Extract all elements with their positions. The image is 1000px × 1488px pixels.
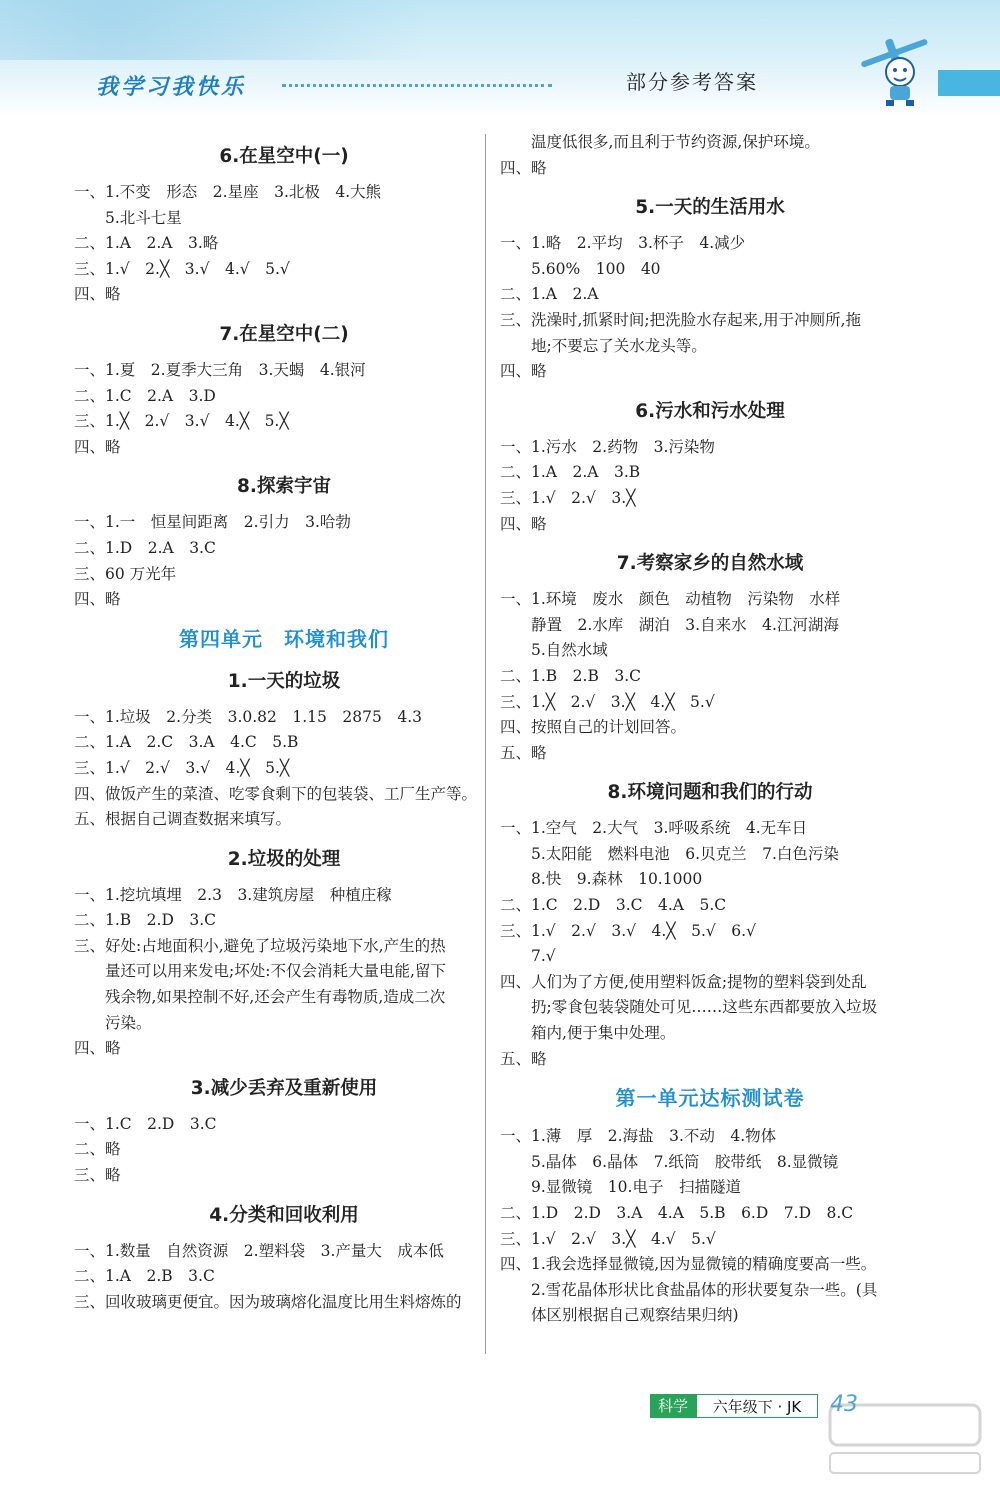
answer-line: 二、略 (74, 1140, 121, 1159)
lesson-heading: 3.减少丢弃及重新使用 (190, 1077, 378, 1099)
watermark-logo (820, 1395, 990, 1480)
answer-line: 5.60% 100 40 (500, 259, 661, 278)
lesson-heading: 7.考察家乡的自然水域 (616, 553, 804, 575)
answer-line: 9.显微镜 10.电子 扫描隧道 (500, 1178, 741, 1197)
answer-line: 二、1.B 2.B 3.C (500, 666, 642, 685)
answer-line: 一、1.C 2.D 3.C (74, 1114, 217, 1133)
page-title: 部分参考答案 (626, 70, 758, 94)
answer-line: 四、1.我会选择显微镜,因为显微镜的精确度要高一些。 (500, 1255, 877, 1274)
lesson-heading: 2.垃圾的处理 (227, 848, 341, 870)
answer-line: 三、1.√ 2.√ 3.╳ 4.√ 5.√ (500, 1229, 716, 1248)
answer-line: 四、做饭产生的菜渣、吃零食剩下的包装袋、工厂生产等。 (74, 784, 478, 803)
lesson-heading: 4.分类和回收利用 (209, 1204, 359, 1226)
answer-line: 三、好处:占地面积小,避免了垃圾污染地下水,产生的热 (74, 936, 446, 955)
answer-line: 三、回收玻璃更便宜。因为玻璃熔化温度比用生料熔炼的 (74, 1292, 462, 1311)
answer-line: 二、1.D 2.D 3.A 4.A 5.B 6.D 7.D 8.C (500, 1204, 854, 1222)
left-answer-column (74, 130, 494, 1315)
answer-line: 污染。 (74, 1013, 152, 1032)
answer-line: 三、1.╳ 2.√ 3.√ 4.╳ 5.╳ (74, 412, 289, 431)
answer-line: 一、1.数量 自然资源 2.塑料袋 3.产量大 成本低 (74, 1241, 444, 1260)
lesson-heading: 8.探索宇宙 (237, 476, 331, 498)
grade-tag: 六年级下 · JK (696, 1394, 818, 1418)
answer-line: 三、1.√ 2.√ 3.╳ (500, 488, 636, 507)
answer-line: 四、人们为了方便,使用塑料饭盒;提物的塑料袋到处乱 (500, 972, 867, 991)
answer-line: 一、1.略 2.平均 3.杯子 4.减少 (500, 234, 746, 253)
lesson-heading: 7.在星空中(二) (219, 323, 349, 345)
answer-line: 三、洗澡时,抓紧时间;把洗脸水存起来,用于冲厕所,拖 (500, 310, 862, 329)
answer-line: 8.快 9.森林 10.1000 (500, 870, 703, 889)
answer-line: 二、1.B 2.D 3.C (74, 911, 217, 930)
answer-line: 四、略 (74, 437, 121, 456)
answer-line: 箱内,便于集中处理。 (500, 1024, 676, 1043)
answer-line: 温度低很多,而且利于节约资源,保护环境。 (500, 133, 820, 151)
answer-line: 一、1.污水 2.药物 3.污染物 (500, 437, 715, 456)
right-answer-column (500, 130, 920, 1329)
brand-title: 我学习我快乐 (96, 75, 247, 100)
answer-line: 量还可以用来发电;坏处:不仅会消耗大量电能,留下 (74, 962, 446, 981)
answer-line: 5.晶体 6.晶体 7.纸筒 胶带纸 8.显微镜 (500, 1152, 839, 1171)
answer-line: 一、1.薄 厚 2.海盐 3.不动 4.物体 (500, 1127, 777, 1146)
lesson-heading: 8.环境问题和我们的行动 (607, 782, 813, 804)
lesson-heading: 6.污水和污水处理 (635, 400, 785, 422)
answer-line: 四、略 (500, 158, 547, 177)
lesson-heading: 5.一天的生活用水 (635, 197, 785, 219)
answer-line: 四、略 (74, 285, 121, 304)
boy-with-airplane-icon (850, 30, 940, 110)
answer-line: 四、略 (74, 1039, 121, 1058)
answer-line: 扔;零食包装袋随处可见……这些东西都要放入垃圾 (500, 998, 878, 1017)
answer-line: 残余物,如果控制不好,还会产生有毒物质,造成二次 (74, 988, 446, 1007)
answer-line: 三、1.√ 2.√ 3.√ 4.╳ 5.╳ (74, 758, 290, 777)
answer-line: 一、1.环境 废水 颜色 动植物 污染物 水样 (500, 590, 841, 609)
answer-line: 一、1.垃圾 2.分类 3.0.82 1.15 2875 4.3 (74, 707, 422, 726)
answer-line: 二、1.A 2.A (500, 285, 599, 304)
answer-line: 二、1.A 2.A 3.B (500, 463, 641, 482)
answer-line: 静置 2.水库 湖泊 3.自来水 4.江河湖海 (500, 615, 839, 634)
answer-line: 二、1.A 2.A 3.略 (74, 234, 219, 253)
answer-line: 5.北斗七星 (74, 208, 182, 227)
answer-line: 三、60 万光年 (74, 564, 177, 583)
answer-line: 四、略 (74, 590, 121, 609)
lesson-heading: 1.一天的垃圾 (227, 670, 341, 692)
answer-line: 一、1.不变 形态 2.星座 3.北极 4.大熊 (74, 183, 382, 201)
answer-line: 三、1.√ 2.√ 3.√ 4.╳ 5.√ 6.√ (500, 921, 756, 940)
answer-line: 五、根据自己调查数据来填写。 (74, 810, 292, 829)
answer-line: 三、略 (74, 1166, 121, 1185)
header-dotted-rule (282, 84, 552, 89)
answer-line: 7.√ (500, 947, 556, 966)
unit-heading: 第四单元 环境和我们 (179, 626, 389, 651)
unit-heading: 第一单元达标测试卷 (615, 1086, 805, 1111)
subject-tag: 科学 (650, 1394, 696, 1418)
answer-line: 一、1.夏 2.夏季大三角 3.天蝎 4.银河 (74, 360, 366, 379)
answer-line: 三、1.√ 2.╳ 3.√ 4.√ 5.√ (74, 259, 290, 278)
answer-line: 体区别根据自己观察结果归纳) (500, 1306, 739, 1325)
answer-line: 二、1.D 2.A 3.C (74, 538, 216, 557)
answer-line: 五、略 (500, 1049, 547, 1068)
answer-line: 四、略 (500, 514, 547, 533)
answer-line: 一、1.空气 2.大气 3.呼吸系统 4.无车日 (500, 819, 808, 838)
answer-line: 四、略 (500, 362, 547, 381)
answer-line: 五、略 (500, 743, 547, 762)
page-number: 43 (830, 1392, 858, 1417)
answer-line: 三、1.╳ 2.√ 3.╳ 4.╳ 5.√ (500, 692, 715, 711)
answer-line: 二、1.A 2.C 3.A 4.C 5.B (74, 733, 299, 752)
answer-line: 二、1.C 2.A 3.D (74, 386, 216, 405)
answer-line: 二、1.A 2.B 3.C (74, 1267, 215, 1286)
lesson-heading: 6.在星空中(一) (219, 146, 349, 167)
answer-line: 一、1.挖坑填埋 2.3 3.建筑房屋 种植庄稼 (74, 885, 392, 904)
answer-line: 5.太阳能 燃料电池 6.贝克兰 7.白色污染 (500, 844, 839, 863)
answer-line: 地;不要忘了关水龙头等。 (500, 336, 707, 355)
answer-line: 一、1.一 恒星间距离 2.引力 3.哈勃 (74, 513, 351, 532)
answer-line: 四、按照自己的计划回答。 (500, 718, 687, 737)
side-tab-marker (938, 70, 1000, 96)
answer-line: 5.自然水域 (500, 641, 608, 660)
answer-line: 2.雪花晶体形状比食盐晶体的形状要复杂一些。(具 (500, 1280, 878, 1299)
answer-line: 二、1.C 2.D 3.C 4.A 5.C (500, 896, 727, 915)
